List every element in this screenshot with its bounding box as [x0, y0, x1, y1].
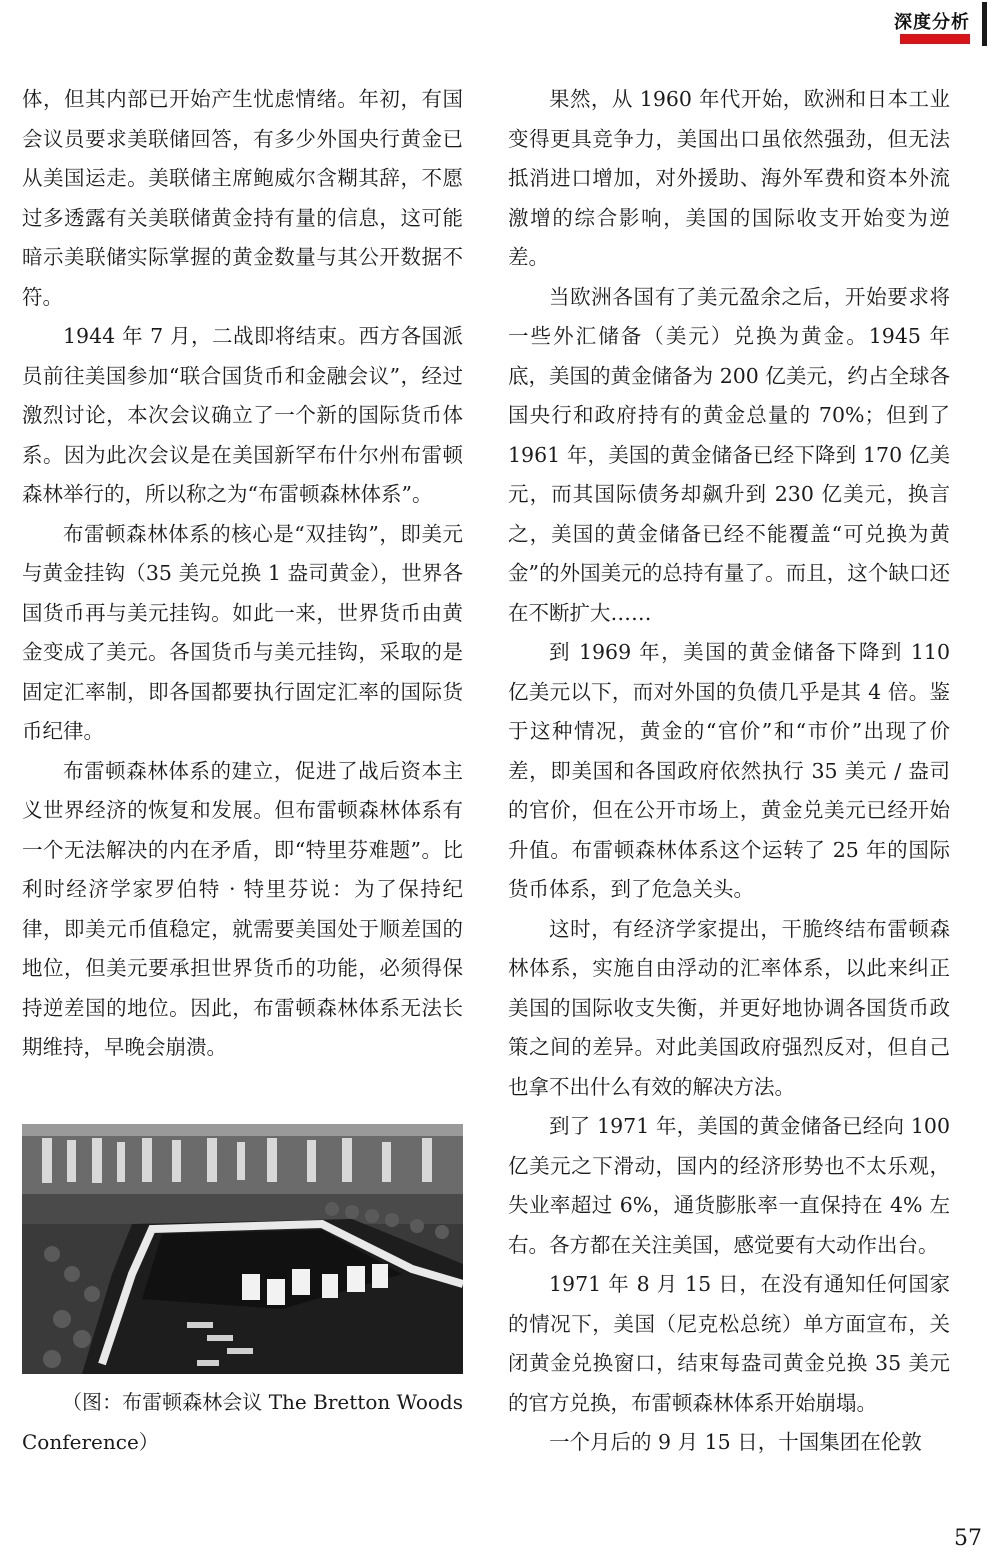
section-header: [0, 0, 1000, 60]
right-column: [508, 80, 950, 1463]
paragraph: 到 1969 年，美国的黄金储备下降到 110 亿美元以下，而对外国的负债几乎是其 4 倍。鉴于这种情况，黄金的“官价”和“市价”出现了价差，即美国和各国政府依然执行 35 美元 / 盎司的官价，但在公开市场上，黄金兑美元已经开始升值。布雷顿森林体系这个运转了 25 年的国际货币体系，到了危急关头。: [508, 640, 950, 901]
section-label: 深度分析: [894, 12, 970, 33]
paragraph: 这时，有经济学家提出，干脆终结布雷顿森林体系，实施自由浮动的汇率体系，以此来纠正美国的国际收支失衡，并更好地协调各国货币政策之间的差异。对此美国政府强烈反对，但自己也拿不出什么有效的解决方法。: [508, 916, 950, 1099]
paragraph: 果然，从 1960 年代开始，欧洲和日本工业变得更具竞争力，美国出口虽依然强劲，但无法抵消进口增加，对外援助、海外军费和资本外流激增的综合影响，美国的国际收支开始变为逆差。: [508, 87, 950, 269]
paragraph: 布雷顿森林体系的核心是“双挂钩”，即美元与黄金挂钩（35 美元兑换 1 盎司黄金），世界各国货币再与美元挂钩。如此一来，世界货币由黄金变成了美元。各国货币与美元挂钩，采取的是固定汇率制，即各国都要执行固定汇率的国际货币纪律。: [22, 521, 463, 743]
paragraph: 当欧洲各国有了美元盈余之后，开始要求将一些外汇储备（美元）兑换为黄金。1945 年底，美国的黄金储备为 200 亿美元，约占全球各国央行和政府持有的黄金总量的 70%；但到了 1961 年，美国的黄金储备已经下降到 170 亿美元，而其国际债务却飙升到 230 亿美元，换言之，美国的黄金储备已经不能覆盖“可兑换为黄金”的外国美元的总持有量了。而且，这个缺口还在不断扩大……: [508, 284, 950, 625]
section-edge-bar: [982, 2, 987, 46]
conference-photo: [22, 1124, 463, 1374]
paragraph: 一个月后的 9 月 15 日，十国集团在伦敦: [549, 1430, 922, 1454]
paragraph: 布雷顿森林体系的建立，促进了战后资本主义世界经济的恢复和发展。但布雷顿森林体系有一个无法解决的内在矛盾，即“特里芬难题”。比利时经济学家罗伯特 · 特里芬说：为了保持纪律，即美元币值稳定，就需要美国处于顺差国的地位，但美元要承担世界货币的功能，必须得保持逆差国的地位。因此，布雷顿森林体系无法长期维持，早晚会崩溃。: [22, 758, 463, 1059]
paragraph: 1971 年 8 月 15 日，在没有通知任何国家的情况下，美国（尼克松总统）单方面宣布，关闭黄金兑换窗口，结束每盎司黄金兑换 35 美元的官方兑换，布雷顿森林体系开始崩塌。: [508, 1272, 950, 1415]
paragraph: 1944 年 7 月，二战即将结束。西方各国派员前往美国参加“联合国货币和金融会议”，经过激烈讨论，本次会议确立了一个新的国际货币体系。因为此次会议是在美国新罕布什尔州布雷顿森林举行的，所以称之为“布雷顿森林体系”。: [22, 324, 463, 506]
figure-caption: （图：布雷顿森林会议 The Bretton Woods Conference）: [22, 1390, 463, 1454]
paragraph: 到了 1971 年，美国的黄金储备已经向 100 亿美元之下滑动，国内的经济形势也不太乐观，失业率超过 6%，通货膨胀率一直保持在 4% 左右。各方都在关注美国，感觉要有大动作出台。: [508, 1114, 950, 1257]
page-number: 57: [954, 1526, 982, 1551]
section-accent-bar: [900, 34, 970, 44]
paragraph: 体，但其内部已开始产生忧虑情绪。年初，有国会议员要求美联储回答，有多少外国央行黄金已从美国运走。美联储主席鲍威尔含糊其辞，不愿过多透露有关美联储黄金持有量的信息，这可能暗示美联储实际掌握的黄金数量与其公开数据不符。: [22, 87, 463, 309]
left-column: [22, 80, 463, 1068]
